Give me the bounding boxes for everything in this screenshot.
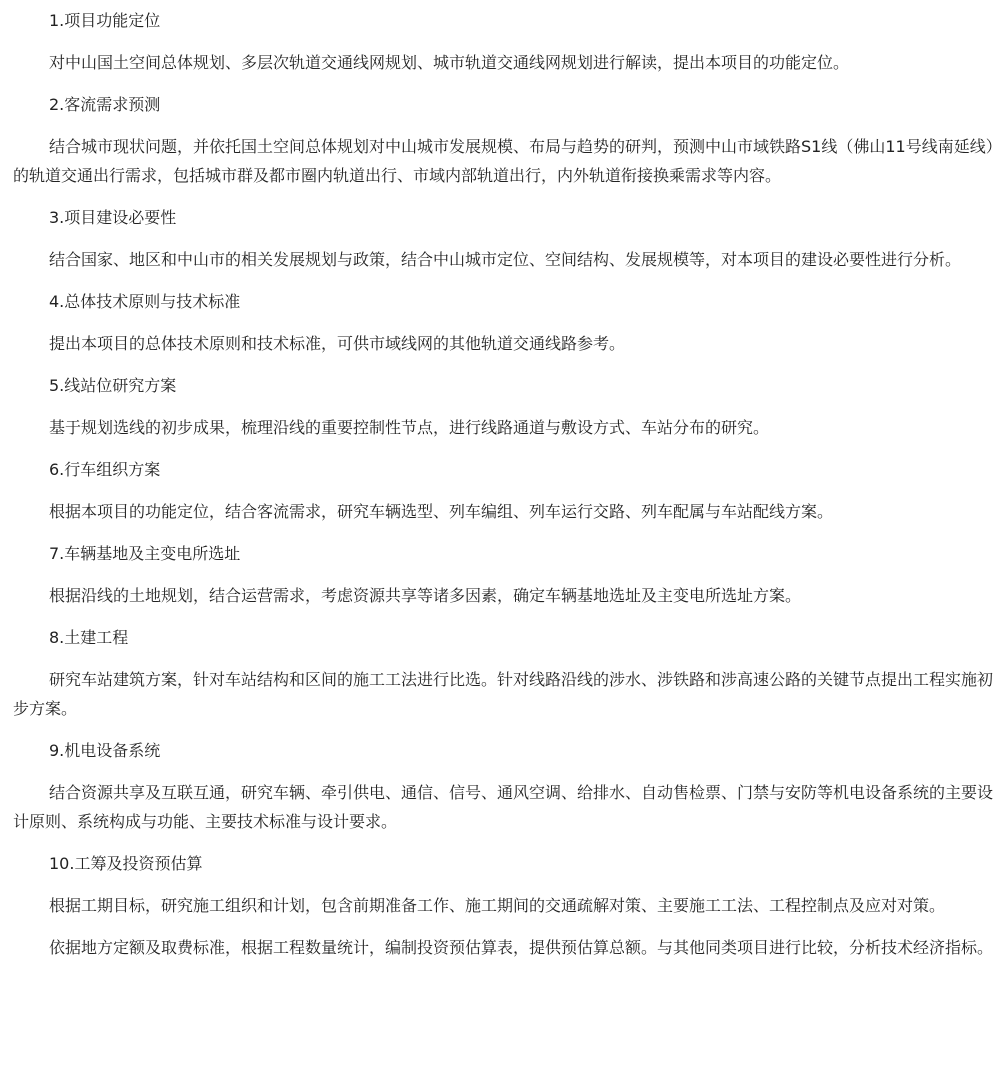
section-paragraph-2: 结合城市现状问题，并依托国土空间总体规划对中山城市发展规模、布局与趋势的研判，预测中山市域铁路S1线（佛山11号线南延线）的轨道交通出行需求，包括城市群及都市圈内轨道出行、市域内部轨道出行，内外轨道衔接换乘需求等内容。 (13, 137, 994, 185)
section-paragraph-7: 根据沿线的土地规划，结合运营需求，考虑资源共享等诸多因素，确定车辆基地选址及主变电所选址方案。 (49, 586, 802, 605)
section-heading-4: 4.总体技术原则与技术标准 (49, 292, 241, 311)
section-paragraph-1: 对中山国土空间总体规划、多层次轨道交通线网规划、城市轨道交通线网规划进行解读，提出本项目的功能定位。 (49, 53, 850, 72)
section-heading-10: 10.工筹及投资预估算 (49, 854, 203, 873)
section-paragraph-4: 提出本项目的总体技术原则和技术标准，可供市域线网的其他轨道交通线路参考。 (49, 334, 626, 353)
section-paragraph-10a: 根据工期目标，研究施工组织和计划，包含前期准备工作、施工期间的交通疏解对策、主要施工工法、工程控制点及应对对策。 (49, 896, 946, 915)
section-heading-9: 9.机电设备系统 (49, 741, 161, 760)
section-heading-5: 5.线站位研究方案 (49, 376, 177, 395)
section-heading-6: 6.行车组织方案 (49, 460, 161, 479)
section-paragraph-3: 结合国家、地区和中山市的相关发展规划与政策，结合中山城市定位、空间结构、发展规模等，对本项目的建设必要性进行分析。 (49, 250, 962, 269)
section-heading-2: 2.客流需求预测 (49, 95, 161, 114)
section-heading-1: 1.项目功能定位 (49, 11, 161, 30)
section-paragraph-9: 结合资源共享及互联互通，研究车辆、牵引供电、通信、信号、通风空调、给排水、自动售检票、门禁与安防等机电设备系统的主要设计原则、系统构成与功能、主要技术标准与设计要求。 (13, 783, 994, 831)
section-heading-7: 7.车辆基地及主变电所选址 (49, 544, 241, 563)
section-paragraph-10b: 依据地方定额及取费标准，根据工程数量统计，编制投资预估算表，提供预估算总额。与其他同类项目进行比较，分析技术经济指标。 (49, 938, 994, 957)
section-heading-8: 8.土建工程 (49, 628, 129, 647)
section-paragraph-6: 根据本项目的功能定位，结合客流需求，研究车辆选型、列车编组、列车运行交路、列车配属与车站配线方案。 (49, 502, 834, 521)
section-paragraph-5: 基于规划选线的初步成果，梳理沿线的重要控制性节点，进行线路通道与敷设方式、车站分布的研究。 (49, 418, 770, 437)
section-heading-3: 3.项目建设必要性 (49, 208, 177, 227)
section-paragraph-8: 研究车站建筑方案，针对车站结构和区间的施工工法进行比选。针对线路沿线的涉水、涉铁路和涉高速公路的关键节点提出工程实施初步方案。 (13, 670, 994, 718)
